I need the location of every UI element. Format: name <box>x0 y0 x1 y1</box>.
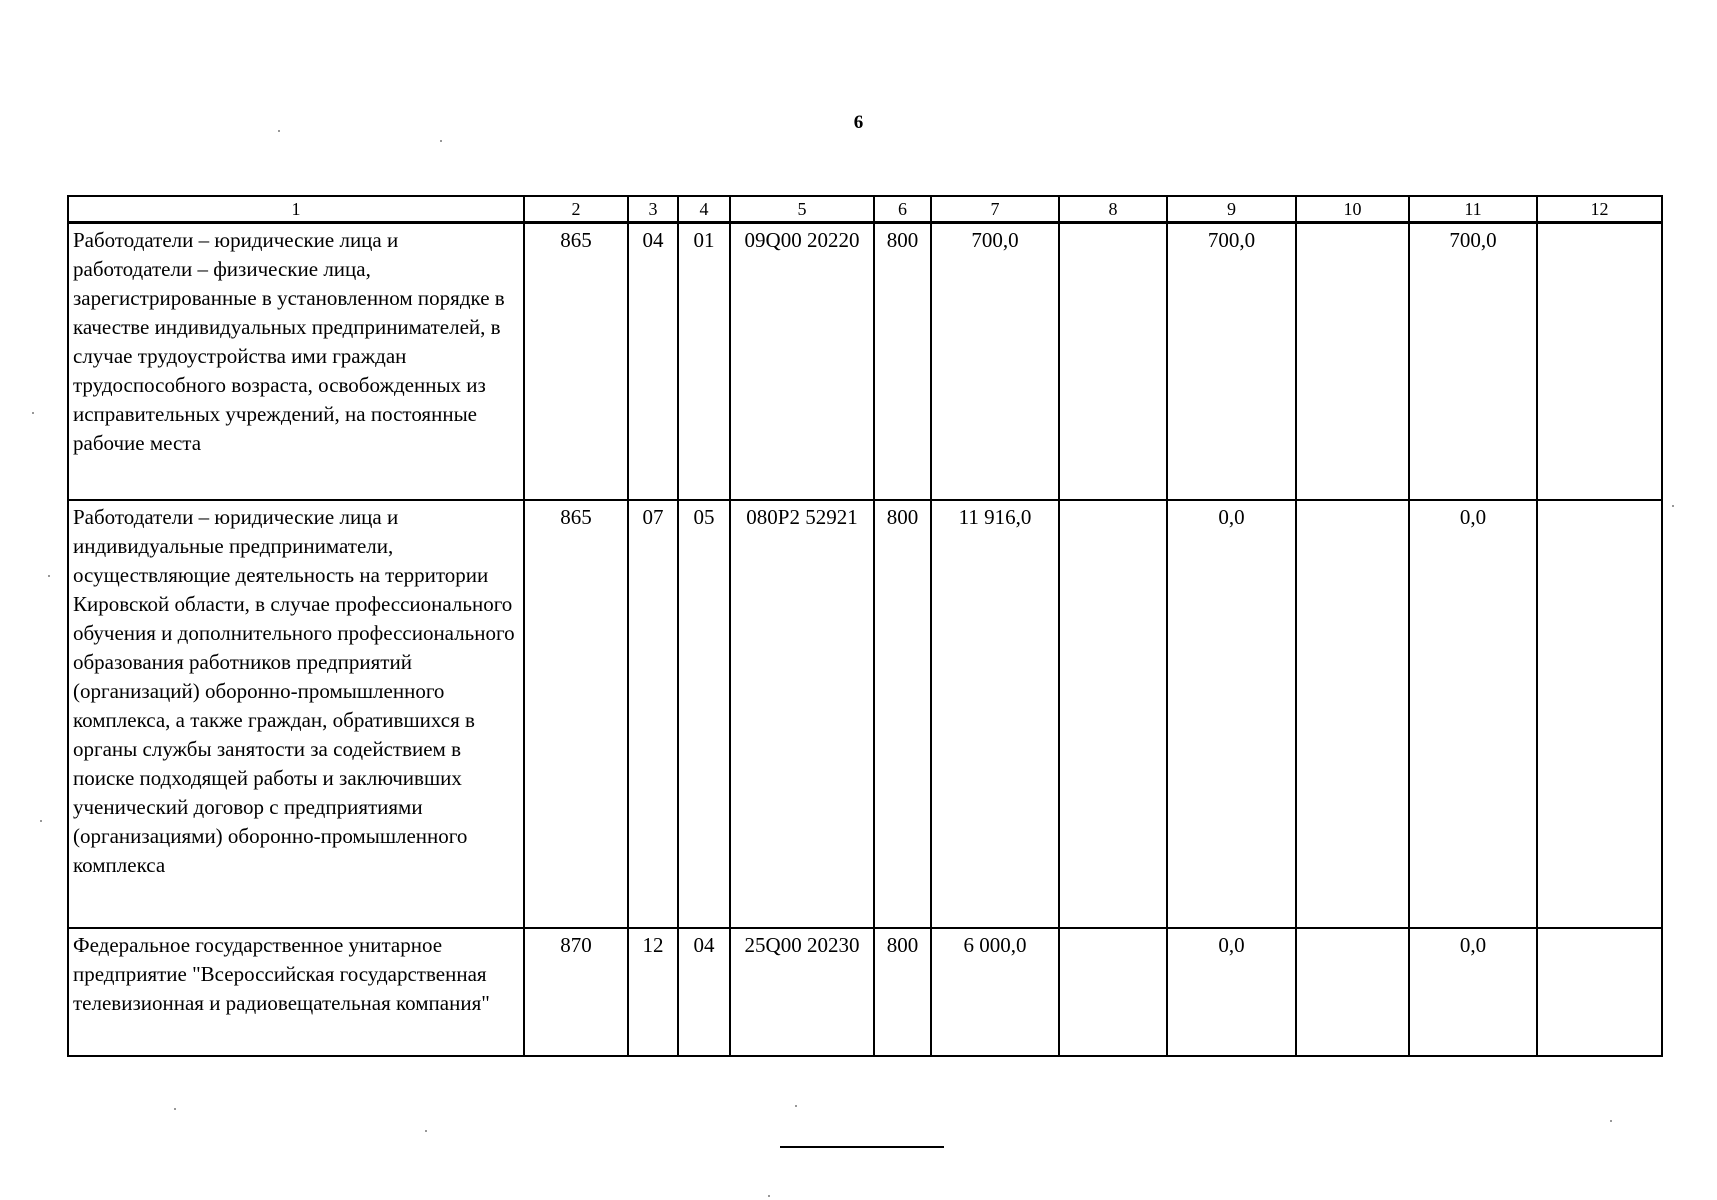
budget-table <box>67 195 1663 1057</box>
cell-col4: 04 <box>678 928 730 1056</box>
column-header: 12 <box>1537 196 1662 223</box>
column-header: 3 <box>628 196 678 223</box>
cell-col5: 25Q00 20230 <box>730 928 874 1056</box>
cell-col7: 700,0 <box>931 223 1059 500</box>
column-header: 4 <box>678 196 730 223</box>
cell-col11: 0,0 <box>1409 500 1537 928</box>
cell-col4: 05 <box>678 500 730 928</box>
scan-speck <box>278 130 280 132</box>
table-row <box>68 928 1662 1056</box>
header-row <box>68 196 1662 223</box>
cell-col2: 865 <box>524 500 628 928</box>
column-header: 6 <box>874 196 931 223</box>
cell-col9: 700,0 <box>1167 223 1296 500</box>
cell-col8 <box>1059 928 1167 1056</box>
scan-speck <box>32 412 34 414</box>
cell-col6: 800 <box>874 500 931 928</box>
scan-speck <box>1672 505 1674 507</box>
cell-col12 <box>1537 500 1662 928</box>
scan-speck <box>768 1195 770 1197</box>
table-row <box>68 500 1662 928</box>
cell-col3: 12 <box>628 928 678 1056</box>
cell-col2: 865 <box>524 223 628 500</box>
column-header: 5 <box>730 196 874 223</box>
scan-speck <box>174 1108 176 1110</box>
scan-speck <box>795 1105 797 1107</box>
cell-col5: 09Q00 20220 <box>730 223 874 500</box>
cell-col8 <box>1059 500 1167 928</box>
recipient-description: Работодатели – юридические лица и индивидуальные предприниматели, осуществляющие деятельность на территории Кировской области, в случае профессионального обучения и дополнительного профессионального образования работников предприятий (организаций) оборонно-промышленного комплекса, а также граждан, обратившихся в органы службы занятости за содействием в поиске подходящей работы и заключивших ученический договор с предприятиями (организациями) оборонно-промышленного комплекса <box>68 500 524 928</box>
end-of-table-rule <box>780 1146 944 1148</box>
page-number: 6 <box>853 112 864 133</box>
cell-col2: 870 <box>524 928 628 1056</box>
cell-col3: 07 <box>628 500 678 928</box>
scan-speck <box>40 820 42 822</box>
cell-col11: 700,0 <box>1409 223 1537 500</box>
recipient-description: Работодатели – юридические лица и работодатели – физические лица, зарегистрированные в установленном порядке в качестве индивидуальных предпринимателей, в случае трудоустройства ими граждан трудоспособного возраста, освобожденных из исправительных учреждений, на постоянные рабочие места <box>68 223 524 500</box>
scan-speck <box>1610 1120 1612 1122</box>
cell-col6: 800 <box>874 223 931 500</box>
cell-col10 <box>1296 500 1409 928</box>
cell-col4: 01 <box>678 223 730 500</box>
cell-col12 <box>1537 928 1662 1056</box>
cell-col7: 11 916,0 <box>931 500 1059 928</box>
column-header: 10 <box>1296 196 1409 223</box>
column-header: 11 <box>1409 196 1537 223</box>
column-header: 9 <box>1167 196 1296 223</box>
cell-col9: 0,0 <box>1167 928 1296 1056</box>
cell-col10 <box>1296 928 1409 1056</box>
scan-speck <box>440 140 442 142</box>
cell-col6: 800 <box>874 928 931 1056</box>
scan-speck <box>425 1130 427 1132</box>
cell-col8 <box>1059 223 1167 500</box>
table-row <box>68 223 1662 500</box>
cell-col10 <box>1296 223 1409 500</box>
cell-col9: 0,0 <box>1167 500 1296 928</box>
column-header: 8 <box>1059 196 1167 223</box>
column-header: 7 <box>931 196 1059 223</box>
column-header: 1 <box>68 196 524 223</box>
recipient-description: Федеральное государственное унитарное предприятие "Всероссийская государственная телевизионная и радиовещательная компания" <box>68 928 524 1056</box>
scan-speck <box>48 575 50 577</box>
cell-col11: 0,0 <box>1409 928 1537 1056</box>
cell-col12 <box>1537 223 1662 500</box>
cell-col3: 04 <box>628 223 678 500</box>
cell-col7: 6 000,0 <box>931 928 1059 1056</box>
column-header: 2 <box>524 196 628 223</box>
cell-col5: 080P2 52921 <box>730 500 874 928</box>
